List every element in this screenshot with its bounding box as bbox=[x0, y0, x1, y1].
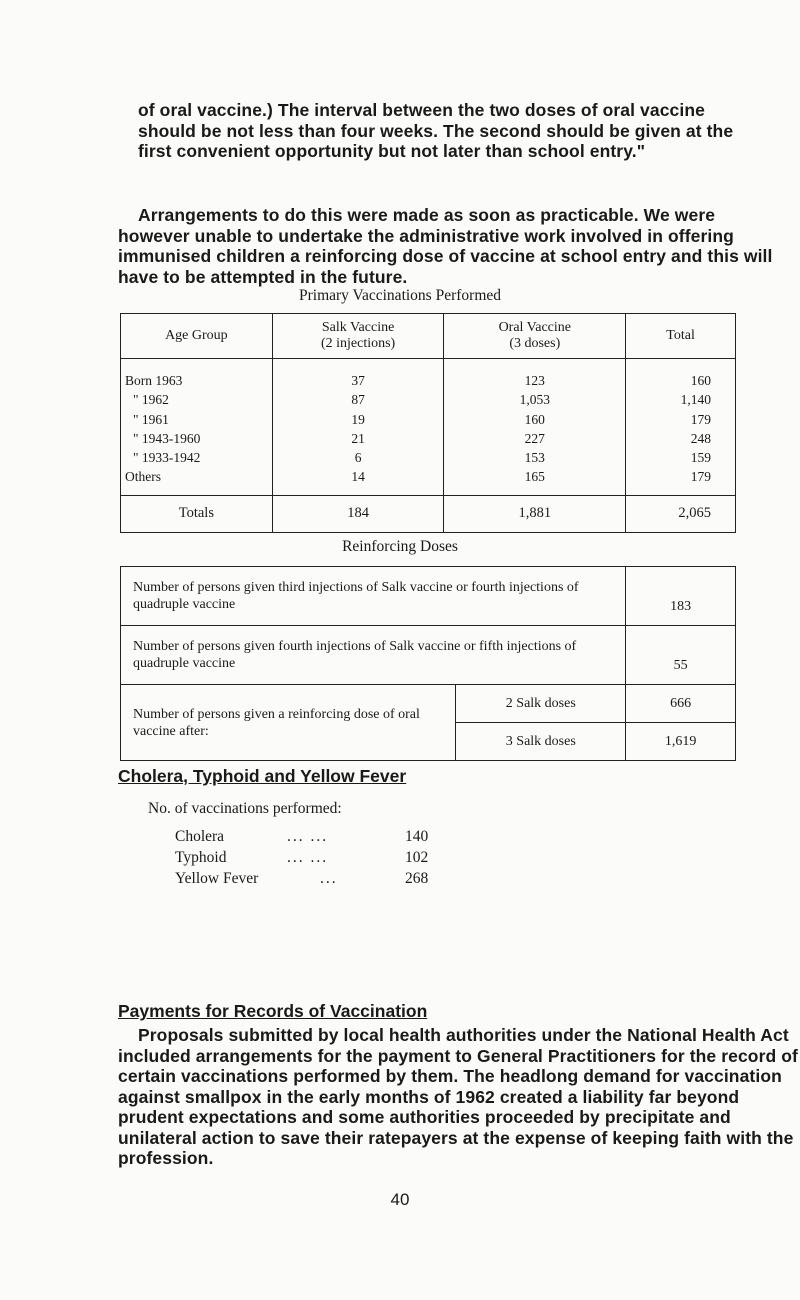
totals-oral: 1,881 bbox=[444, 495, 626, 532]
oral-cell: 227 bbox=[524, 430, 545, 446]
reinforcing-row-2 bbox=[121, 626, 736, 685]
total-cell: 160 bbox=[690, 373, 711, 388]
intro-paragraph: of oral vaccine.) The interval between the two doses of oral vaccine should be not less than four weeks. The second should be given at the first convenient opportunity but not later than school entry." bbox=[138, 100, 734, 161]
reinforcing-row-3a bbox=[121, 685, 736, 723]
header-oral-vaccine bbox=[444, 314, 626, 359]
header-salk-line1: Salk Vaccine bbox=[321, 320, 395, 335]
oral-cell: 123 bbox=[524, 373, 545, 388]
reinforcing-value-3-salk: 1,619 bbox=[626, 723, 736, 761]
oral-column bbox=[444, 359, 626, 496]
page-number: 40 bbox=[390, 1190, 410, 1209]
total-cell: 179 bbox=[690, 469, 711, 485]
totals-total: 2,065 bbox=[626, 495, 736, 532]
vaccinations-intro: No. of vaccinations performed: bbox=[148, 800, 342, 817]
leader-dots: ... bbox=[320, 870, 338, 887]
header-oral-line1: Oral Vaccine bbox=[498, 320, 571, 335]
salk-cell: 19 bbox=[351, 411, 365, 427]
reinforcing-sub-3-salk: 3 Salk doses bbox=[456, 723, 626, 761]
age-cell: " 1933-1942 bbox=[133, 450, 201, 466]
arrangements-paragraph: Arrangements to do this were made as soon as practicable. We were however unable to undertake the administrative work involved in offering immunised children a reinforcing dose of vaccine at school entry and this will have to be attempted in the future. bbox=[118, 205, 773, 287]
reinforcing-row-1 bbox=[121, 567, 736, 626]
oral-cell: 165 bbox=[524, 469, 545, 485]
age-cell: Born 1963 bbox=[125, 373, 183, 388]
age-group-column bbox=[121, 359, 273, 496]
age-cell: Others bbox=[125, 469, 161, 485]
vaccination-count: 102 bbox=[405, 849, 429, 866]
reinforcing-doses-caption: Reinforcing Doses bbox=[342, 538, 458, 555]
payments-heading: Payments for Records of Vaccination bbox=[118, 1001, 428, 1021]
total-cell: 1,140 bbox=[680, 392, 711, 408]
leader-dots: ... ... bbox=[287, 828, 329, 845]
header-oral-line2: (3 doses) bbox=[509, 336, 561, 351]
total-cell: 179 bbox=[690, 411, 711, 427]
reinforcing-sub-2-salk: 2 Salk doses bbox=[456, 685, 626, 723]
primary-vaccinations-caption: Primary Vaccinations Performed bbox=[298, 287, 502, 304]
age-cell: " 1962 bbox=[133, 392, 169, 408]
header-salk-line2: (2 injections) bbox=[320, 336, 396, 351]
vaccination-count: 140 bbox=[405, 828, 429, 845]
salk-cell: 37 bbox=[351, 373, 365, 388]
salk-cell: 14 bbox=[351, 469, 365, 485]
salk-cell: 6 bbox=[354, 450, 362, 466]
total-cell: 159 bbox=[690, 450, 711, 466]
table-body-row bbox=[121, 359, 736, 496]
reinforcing-row-3-text: Number of persons given a reinforcing dose of oral vaccine after: bbox=[121, 685, 456, 761]
cholera-heading: Cholera, Typhoid and Yellow Fever bbox=[118, 766, 407, 786]
reinforcing-doses-table bbox=[120, 566, 736, 761]
reinforcing-value-2-salk: 666 bbox=[626, 685, 736, 723]
vaccination-row-typhoid bbox=[175, 849, 455, 869]
header-total: Total bbox=[626, 314, 736, 359]
vaccination-row-yellow-fever bbox=[175, 870, 455, 890]
salk-cell: 87 bbox=[351, 392, 365, 408]
table-header-row bbox=[121, 314, 736, 359]
reinforcing-row-2-value: 55 bbox=[626, 626, 736, 685]
reinforcing-row-1-value: 183 bbox=[626, 567, 736, 626]
age-cell: " 1961 bbox=[133, 411, 169, 427]
vaccination-name: Cholera bbox=[175, 828, 225, 845]
oral-cell: 153 bbox=[524, 450, 545, 466]
vaccination-name: Yellow Fever bbox=[175, 870, 259, 887]
oral-cell: 160 bbox=[524, 411, 545, 427]
total-column bbox=[626, 359, 736, 496]
vaccination-count: 268 bbox=[405, 870, 429, 887]
reinforcing-row-2-text: Number of persons given fourth injections of Salk vaccine or fifth injections of quadruple vaccine bbox=[121, 626, 626, 685]
totals-salk: 184 bbox=[272, 495, 444, 532]
totals-label: Totals bbox=[121, 495, 273, 532]
vaccination-row-cholera bbox=[175, 828, 455, 848]
age-cell: " 1943-1960 bbox=[133, 430, 201, 446]
total-cell: 248 bbox=[690, 430, 711, 446]
payments-paragraph: Proposals submitted by local health authorities under the National Health Act included arrangements for the payment to General Practitioners for the record of certain vaccinations performed by them. The headlong demand for vaccination against smallpox in the early months of 1962 created a liability far beyond prudent expectations and some authorities proceeded by precipitate and unilateral action to save their ratepayers at the expense of keeping faith with the profession. bbox=[118, 1025, 798, 1168]
vaccination-name: Typhoid bbox=[175, 849, 227, 866]
leader-dots: ... ... bbox=[287, 849, 329, 866]
reinforcing-row-1-text: Number of persons given third injections of Salk vaccine or fourth injections of quadruple vaccine bbox=[121, 567, 626, 626]
header-age-group: Age Group bbox=[121, 314, 273, 359]
primary-vaccinations-table bbox=[120, 313, 736, 533]
totals-row bbox=[121, 495, 736, 532]
header-salk-vaccine bbox=[272, 314, 444, 359]
salk-cell: 21 bbox=[351, 430, 365, 446]
salk-column bbox=[272, 359, 444, 496]
oral-cell: 1,053 bbox=[519, 392, 550, 408]
